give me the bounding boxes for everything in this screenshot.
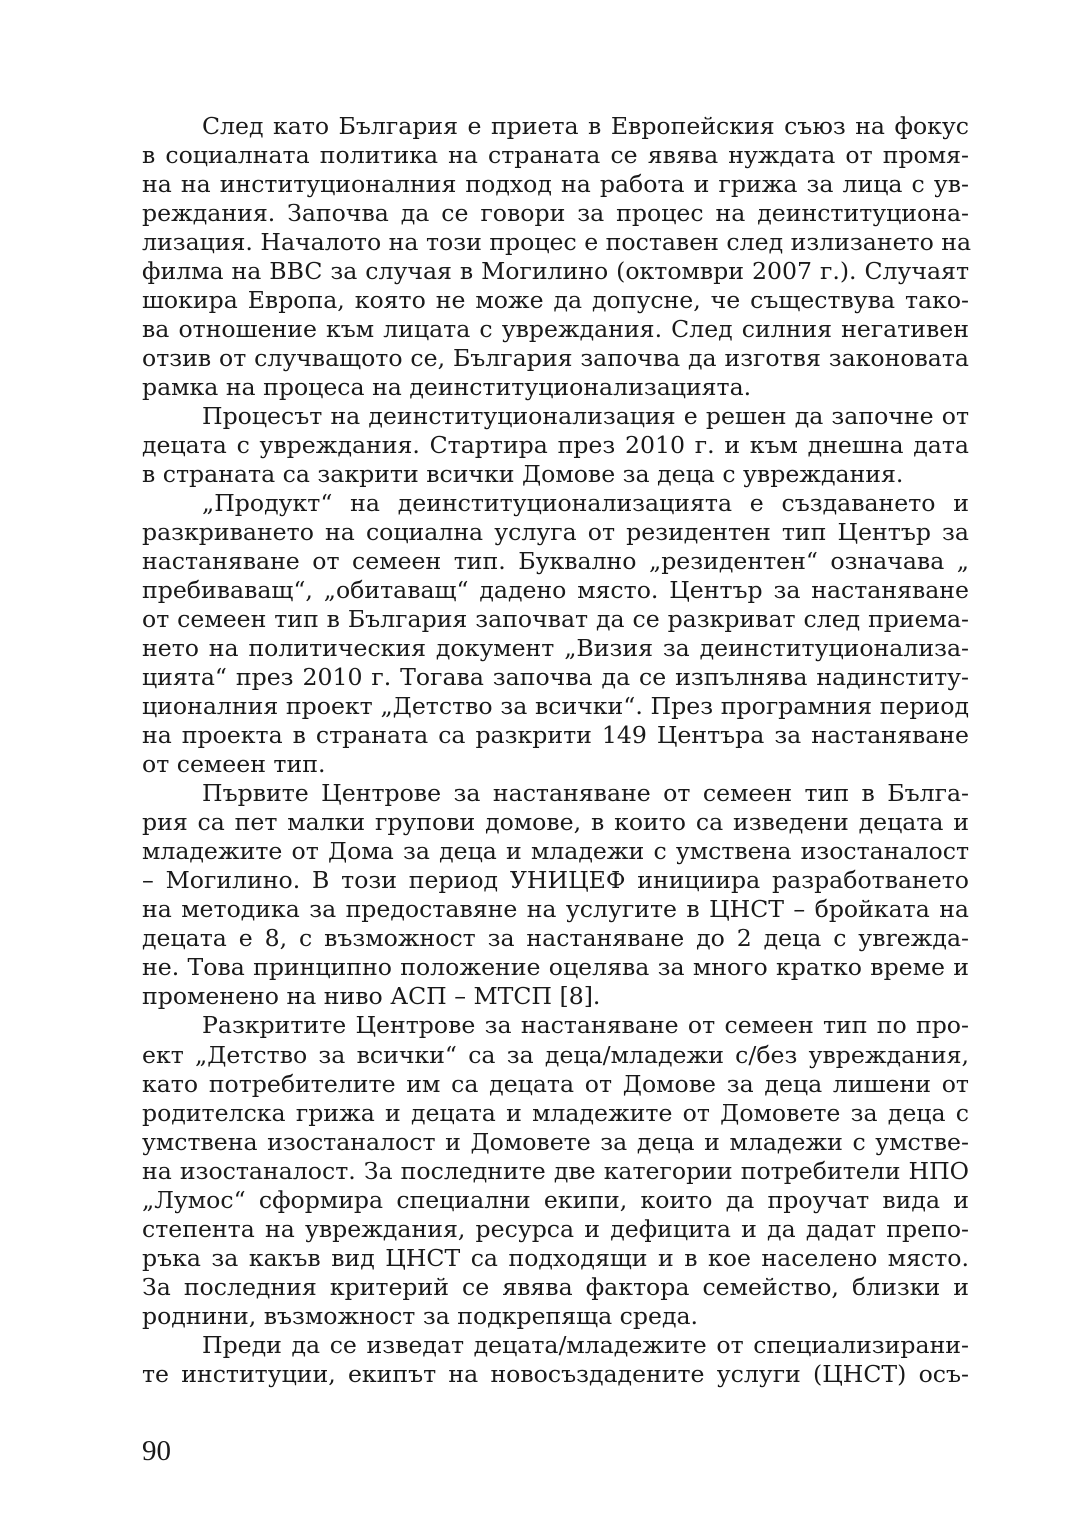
page-number: 90 [142, 1435, 171, 1467]
text-line: нето на политическия документ „Визия за деинституционализа- [142, 634, 969, 663]
text-line: Първите Центрове за настаняване от семеен тип в Бълга- [202, 779, 969, 808]
text-line: в страната са закрити всички Домове за деца с увреждания. [142, 460, 904, 489]
paragraph [142, 112, 972, 402]
text-line: цията“ през 2010 г. Тогава започва да се изпълнява надинститу- [142, 663, 969, 692]
paragraph [142, 1331, 969, 1389]
text-line: в социалната политика на страната се явява нуждата от промя- [142, 141, 969, 170]
text-line: степента на увреждания, ресурса и дефицита и да дадат препо- [142, 1214, 969, 1243]
text-line: реждания. Започва да се говори за процес на деинституциона- [142, 199, 969, 228]
text-line: настаняване от семеен тип. Буквално „резидентен“ означава „ [142, 547, 969, 576]
page-body [142, 112, 972, 1389]
text-line: роднини, възможност за подкрепяща среда. [142, 1301, 699, 1330]
text-line: пребиваващ“, „обитаващ“ дадено място. Център за настаняване [142, 576, 969, 605]
text-line: младежите от Дома за деца и младежи с умствена изостаналост [142, 837, 969, 866]
text-line: ва отношение към лицата с увреждания. След силния негативен [142, 315, 969, 344]
text-line: те институции, екипът на новосъздадените услуги (ЦНСТ) осъ- [142, 1359, 969, 1388]
text-line: отзив от случващото се, България започва да изготвя законовата [142, 344, 969, 373]
body-text [142, 112, 972, 1389]
text-line: ционалния проект „Детство за всички“. През програмния период [142, 692, 969, 721]
text-line: не. Това принципно положение оцелява за много кратко време и [142, 953, 969, 982]
text-line: ект „Детство за всички“ са за деца/младежи с/без увреждания, [142, 1040, 969, 1069]
text-line: шокира Европа, която не може да допусне, че съществува тако- [142, 286, 969, 315]
text-line: „Продукт“ на деинституционализацията е създаването и [202, 489, 969, 518]
text-line: децата е 8, с възможност за настаняване до 2 деца с увrежда- [142, 924, 969, 953]
paragraph [142, 779, 969, 1011]
text-line: децата с увреждания. Стартира през 2010 г. и към днешна дата [142, 431, 969, 460]
paragraph [142, 1011, 969, 1330]
text-line: на изостаналост. За последните две категории потребители НПО [142, 1156, 969, 1185]
text-line: на проекта в страната са разкрити 149 Центъра за настаняване [142, 721, 969, 750]
text-line: филма на BBC за случая в Могилино (октомври 2007 г.). Случаят [142, 257, 969, 286]
text-line: След като България е приета в Европейския съюз на фокус [202, 112, 969, 140]
text-line: рамка на процеса на деинституционализацията. [142, 373, 752, 402]
text-line: Разкритите Центрове за настаняване от семеен тип по про- [202, 1011, 969, 1040]
text-line: от семеен тип в България започват да се разкриват след приема- [142, 605, 969, 634]
paragraph [142, 402, 969, 489]
text-line: „Лумос“ сформира специални екипи, които да проучат вида и [142, 1185, 969, 1214]
text-line: умствена изостаналост и Домовете за деца и младежи с умстве- [142, 1127, 969, 1156]
text-line: променено на ниво АСП – МТСП [8]. [142, 982, 601, 1011]
text-line: родителска грижа и децата и младежите от Домовете за деца с [142, 1098, 969, 1127]
text-line: от семеен тип. [142, 750, 326, 779]
text-line: Процесът на деинституционализация е решен да започне от [202, 402, 969, 431]
text-line: лизация. Началото на този процес е поставен след излизането на [142, 228, 972, 257]
text-line: Преди да се изведат децата/младежите от специализирани- [202, 1330, 969, 1359]
text-line: като потребителите им са децата от Домове за деца лишени от [142, 1069, 969, 1098]
text-line: на методика за предоставяне на услугите в ЦНСТ – бройката на [142, 895, 969, 924]
text-line: ръка за какъв вид ЦНСТ са подходящи и в кое населено място. [142, 1243, 969, 1272]
text-line: За последния критерий се явява фактора семейство, близки и [142, 1272, 969, 1301]
text-line: разкриването на социална услуга от резидентен тип Център за [142, 518, 969, 547]
paragraph [142, 489, 969, 779]
text-line: рия са пет малки групови домове, в които са изведени децата и [142, 808, 969, 837]
text-line: – Могилино. В този период УНИЦЕФ инициира разработването [142, 866, 969, 895]
text-line: на на институционалния подход на работа и грижа за лица с ув- [142, 170, 969, 199]
